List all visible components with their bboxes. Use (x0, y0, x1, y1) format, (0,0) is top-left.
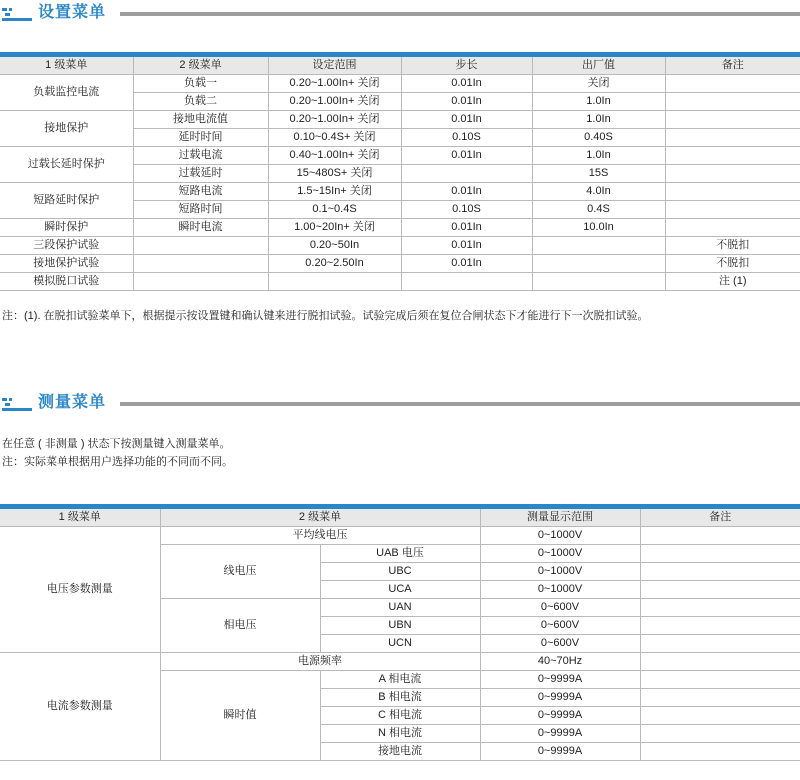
range-cell: 0.20~1.00In+ 关闭 (268, 111, 401, 129)
default-cell: 0.40S (532, 129, 665, 147)
item-cell: C 相电流 (320, 707, 480, 725)
remark-cell: 不脱扣 (665, 237, 800, 255)
range-cell: 15~480S+ 关闭 (268, 165, 401, 183)
table-row (0, 527, 800, 545)
range-cell: 0~1000V (480, 581, 640, 599)
level1-cell: 接地保护试验 (0, 255, 133, 273)
remark-cell (640, 725, 800, 743)
level2-cell: 过载电流 (133, 147, 268, 165)
range-cell: 0~600V (480, 617, 640, 635)
step-cell: 0.01In (401, 111, 532, 129)
item-cell: UBN (320, 617, 480, 635)
settings-section-header (0, 2, 800, 28)
section-bullet-icon (2, 6, 34, 22)
level1-cell: 过载长延时保护 (0, 147, 133, 183)
remark-cell (665, 111, 800, 129)
range-cell: 0~9999A (480, 671, 640, 689)
phase-voltage-cell: 相电压 (160, 599, 320, 653)
range-cell: 0.20~2.50In (268, 255, 401, 273)
remark-cell (640, 545, 800, 563)
settings-col-default: 出厂值 (532, 57, 665, 75)
measure-title: 测量菜单 (38, 394, 107, 411)
step-cell: 0.01In (401, 183, 532, 201)
level1-cell: 三段保护试验 (0, 237, 133, 255)
level1-cell: 模拟脱口试验 (0, 273, 133, 291)
range-cell: 0.20~1.00In+ 关闭 (268, 93, 401, 111)
remark-cell (665, 75, 800, 93)
level2-cell (133, 237, 268, 255)
step-cell: 0.01In (401, 93, 532, 111)
range-cell: 0~1000V (480, 563, 640, 581)
step-cell (401, 165, 532, 183)
level1-cell: 接地保护 (0, 111, 133, 147)
frequency-cell: 电源频率 (160, 653, 480, 671)
default-cell: 10.0In (532, 219, 665, 237)
table-row (0, 111, 800, 129)
level2-cell: 负载一 (133, 75, 268, 93)
remark-cell (640, 653, 800, 671)
default-cell (532, 255, 665, 273)
measure-intro-note: 注：实际菜单根据用户选择功能的不同而不同。 (2, 456, 233, 468)
range-cell: 0.1~0.4S (268, 201, 401, 219)
default-cell (532, 273, 665, 291)
table-row (0, 183, 800, 201)
step-cell: 0.01In (401, 255, 532, 273)
settings-footnote: 注：(1). 在脱扣试验菜单下，根据提示按设置键和确认键来进行脱扣试验。试验完成后须在复位合闸状态下才能进行下一次脱扣试验。 (2, 310, 649, 322)
remark-cell (665, 219, 800, 237)
section-bullet-icon (2, 396, 34, 412)
settings-col-step: 步长 (401, 57, 532, 75)
remark-cell: 注 (1) (665, 273, 800, 291)
remark-cell (665, 201, 800, 219)
settings-col-range: 设定范围 (268, 57, 401, 75)
item-cell: UBC (320, 563, 480, 581)
level2-cell: 接地电流值 (133, 111, 268, 129)
measure-header-row (0, 509, 800, 527)
level2-cell (133, 255, 268, 273)
measure-col-level2: 2 级菜单 (160, 509, 480, 527)
settings-title-rule (120, 12, 800, 16)
range-cell: 1.5~15In+ 关闭 (268, 183, 401, 201)
measure-col-remark: 备注 (640, 509, 800, 527)
measure-table (0, 509, 800, 761)
level2-cell: 短路电流 (133, 183, 268, 201)
range-cell: 0.10~0.4S+ 关闭 (268, 129, 401, 147)
level1-cell: 负载监控电流 (0, 75, 133, 111)
measure-section-header (0, 392, 800, 418)
level2-cell: 负载二 (133, 93, 268, 111)
measure-title-rule (120, 402, 800, 406)
step-cell: 0.01In (401, 237, 532, 255)
measure-intro: 在任意 ( 非测量 ) 状态下按测量键入测量菜单。 (2, 438, 231, 450)
range-cell: 0~600V (480, 599, 640, 617)
range-cell: 0~9999A (480, 725, 640, 743)
default-cell: 1.0In (532, 111, 665, 129)
range-cell: 0~9999A (480, 743, 640, 761)
settings-title: 设置菜单 (38, 4, 107, 21)
voltage-group-cell: 电压参数测量 (0, 527, 160, 653)
current-group-cell: 电流参数测量 (0, 653, 160, 761)
level2-cell: 瞬时电流 (133, 219, 268, 237)
remark-cell (665, 93, 800, 111)
default-cell: 1.0In (532, 93, 665, 111)
measure-col-level1: 1 级菜单 (0, 509, 160, 527)
range-cell: 1.00~20In+ 关闭 (268, 219, 401, 237)
settings-table (0, 57, 800, 291)
level2-cell (133, 273, 268, 291)
item-cell: A 相电流 (320, 671, 480, 689)
range-cell: 0.20~1.00In+ 关闭 (268, 75, 401, 93)
remark-cell (665, 147, 800, 165)
remark-cell (640, 527, 800, 545)
range-cell: 0~600V (480, 635, 640, 653)
default-cell: 4.0In (532, 183, 665, 201)
item-cell: UAN (320, 599, 480, 617)
remark-cell: 不脱扣 (665, 255, 800, 273)
settings-col-level2: 2 级菜单 (133, 57, 268, 75)
remark-cell (640, 671, 800, 689)
range-cell: 0~9999A (480, 689, 640, 707)
remark-cell (665, 183, 800, 201)
range-cell: 0~9999A (480, 707, 640, 725)
step-cell: 0.10S (401, 201, 532, 219)
step-cell: 0.01In (401, 147, 532, 165)
line-voltage-cell: 线电压 (160, 545, 320, 599)
item-cell: UCN (320, 635, 480, 653)
remark-cell (640, 743, 800, 761)
range-cell: 0.40~1.00In+ 关闭 (268, 147, 401, 165)
remark-cell (640, 581, 800, 599)
table-row (0, 237, 800, 255)
level2-cell: 短路时间 (133, 201, 268, 219)
default-cell: 0.4S (532, 201, 665, 219)
measure-col-range: 测量显示范围 (480, 509, 640, 527)
item-cell: N 相电流 (320, 725, 480, 743)
range-cell: 40~70Hz (480, 653, 640, 671)
range-cell: 0.20~50In (268, 237, 401, 255)
remark-cell (640, 689, 800, 707)
table-row (0, 219, 800, 237)
table-row (0, 75, 800, 93)
default-cell (532, 237, 665, 255)
table-row (0, 273, 800, 291)
table-row (0, 147, 800, 165)
item-cell: UCA (320, 581, 480, 599)
remark-cell (640, 617, 800, 635)
item-cell: UAB 电压 (320, 545, 480, 563)
default-cell: 1.0In (532, 147, 665, 165)
settings-col-level1: 1 级菜单 (0, 57, 133, 75)
level1-cell: 短路延时保护 (0, 183, 133, 219)
level1-cell: 瞬时保护 (0, 219, 133, 237)
settings-col-remark: 备注 (665, 57, 800, 75)
default-cell: 15S (532, 165, 665, 183)
step-cell: 0.10S (401, 129, 532, 147)
remark-cell (640, 635, 800, 653)
step-cell (401, 273, 532, 291)
instant-value-cell: 瞬时值 (160, 671, 320, 761)
table-row (0, 255, 800, 273)
table-row (0, 653, 800, 671)
level2-cell: 过载延时 (133, 165, 268, 183)
step-cell: 0.01In (401, 219, 532, 237)
settings-header-row (0, 57, 800, 75)
range-cell: 0~1000V (480, 545, 640, 563)
step-cell: 0.01In (401, 75, 532, 93)
remark-cell (640, 563, 800, 581)
range-cell (268, 273, 401, 291)
remark-cell (665, 129, 800, 147)
range-cell: 0~1000V (480, 527, 640, 545)
item-cell: B 相电流 (320, 689, 480, 707)
avg-voltage-cell: 平均线电压 (160, 527, 480, 545)
remark-cell (640, 707, 800, 725)
default-cell: 关闭 (532, 75, 665, 93)
item-cell: 接地电流 (320, 743, 480, 761)
remark-cell (665, 165, 800, 183)
level2-cell: 延时时间 (133, 129, 268, 147)
remark-cell (640, 599, 800, 617)
